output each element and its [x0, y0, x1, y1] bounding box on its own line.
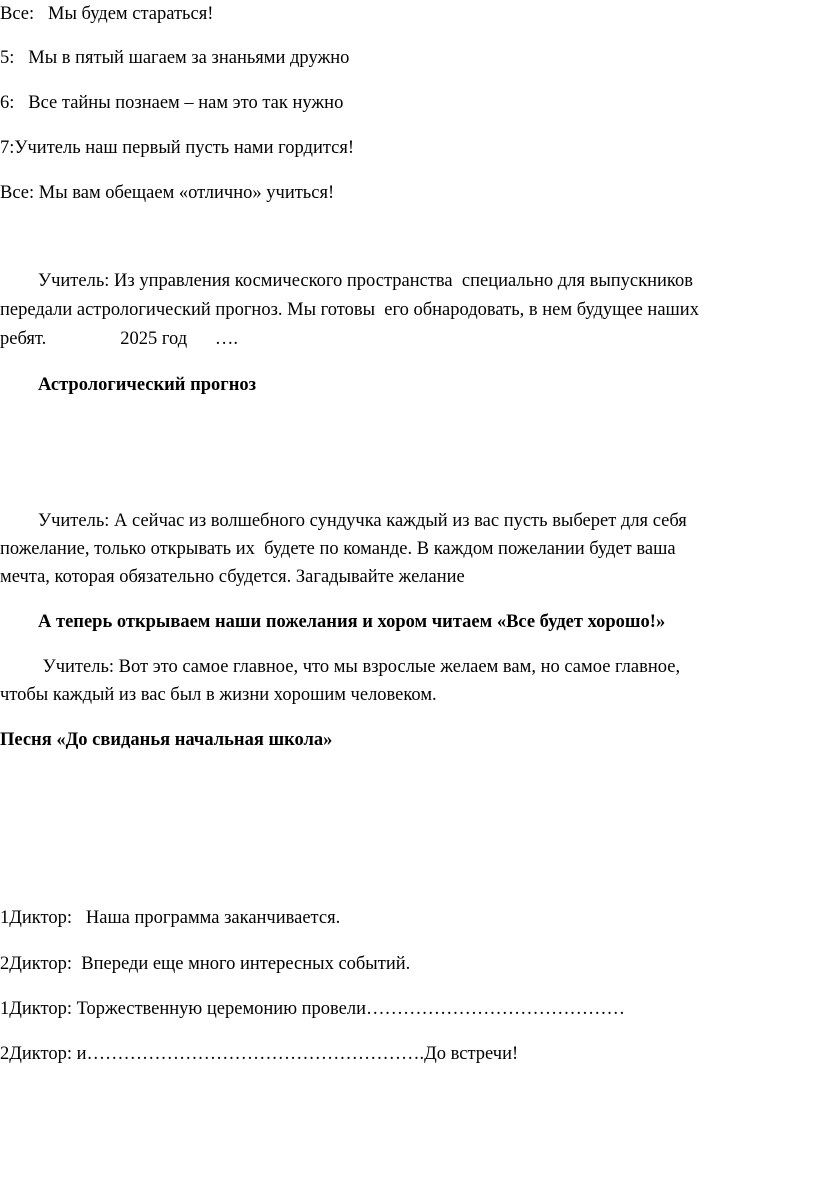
text-line: пожелание, только открывать их будете по команде. В каждом пожелании будет ваша: [0, 539, 676, 559]
text-line: 1Диктор: Наша программа заканчивается.: [0, 908, 341, 928]
text-line: 5: Мы в пятый шагаем за знаньями дружно: [0, 48, 350, 68]
section-heading: А теперь открываем наши пожелания и хором читаем «Все будет хорошо!»: [38, 612, 666, 632]
text-line: 2Диктор: Впереди еще много интересных событий.: [0, 954, 411, 974]
text-line: передали астрологический прогноз. Мы готовы его обнародовать, в нем будущее наших: [0, 300, 699, 320]
text-line: 7:Учитель наш первый пусть нами гордится!: [0, 138, 355, 158]
text-line: Все: Мы будем стараться!: [0, 4, 214, 24]
text-line: Учитель: Вот это самое главное, что мы взрослые желаем вам, но самое главное,: [38, 657, 681, 677]
text-line: чтобы каждый из вас был в жизни хорошим человеком.: [0, 685, 437, 705]
section-heading: Песня «До свиданья начальная школа»: [0, 730, 333, 750]
text-line: Все: Мы вам обещаем «отлично» учиться!: [0, 183, 335, 203]
text-line: 1Диктор: Торжественную церемонию провели……………………………………: [0, 999, 626, 1019]
text-line: Учитель: А сейчас из волшебного сундучка каждый из вас пусть выберет для себя: [38, 511, 687, 531]
text-line: мечта, которая обязательно сбудется. Загадывайте желание: [0, 567, 465, 587]
text-line: Учитель: Из управления космического пространства специально для выпускников: [38, 271, 693, 291]
section-heading: Астрологический прогноз: [38, 375, 257, 395]
text-line: ребят. 2025 год ….: [0, 329, 238, 349]
text-line: 2Диктор: и……………………………………………….До встречи!: [0, 1044, 519, 1064]
text-line: 6: Все тайны познаем – нам это так нужно: [0, 93, 344, 113]
